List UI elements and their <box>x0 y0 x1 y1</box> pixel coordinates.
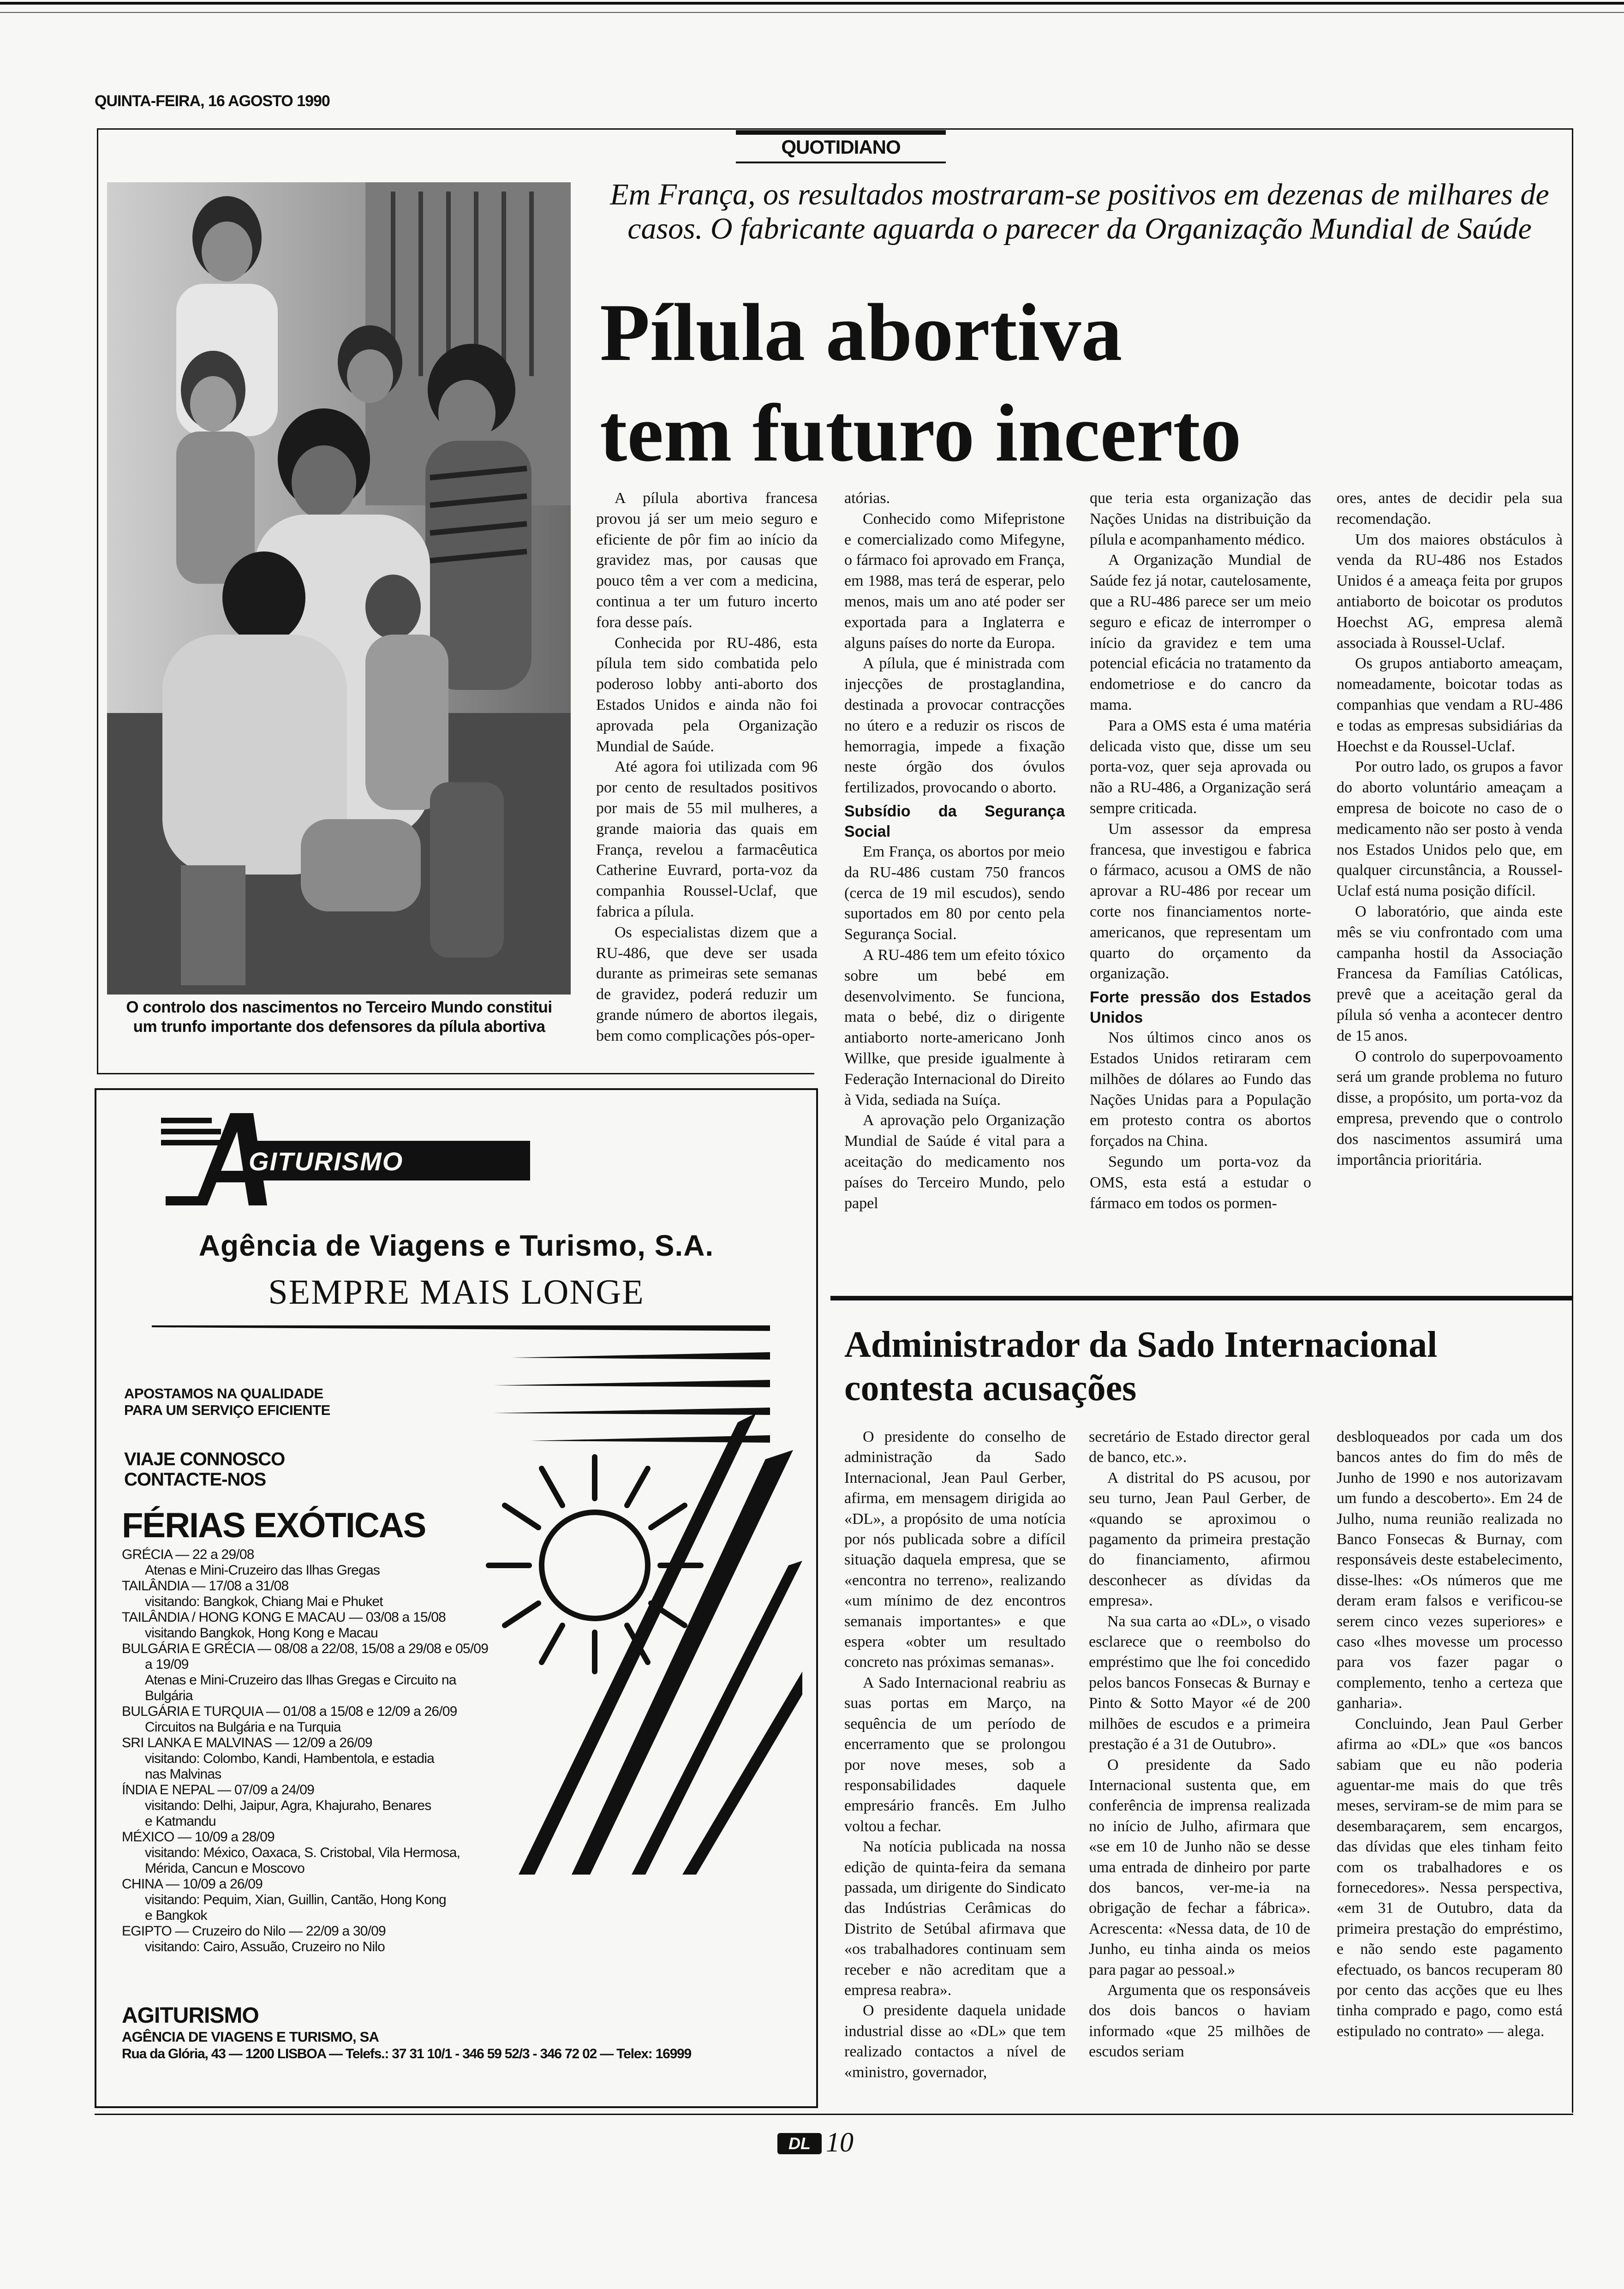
page-number: 10 <box>826 2127 854 2157</box>
paragraph: que teria esta organização das Nações Unidas na distribuição da pílula e acompanhamento médico. <box>1090 490 1311 548</box>
destination-item: Circuitos na Bulgária e na Turquia <box>145 1720 341 1735</box>
paragraph: Em França, os abortos por meio da RU-486 custam 750 francos (cerca de 19 mil escudos), sendo suportados em 80 por cento pela Segurança Social. <box>844 843 1065 943</box>
paragraph: Por outro lado, os grupos a favor do aborto voluntário ameaçam a empresa de boicote no caso de o medicamento não ser posto à venda nos Estados Unidos pelo que, em qualquer circunstância, a Roussel-Uclaf está numa posição difícil. <box>1337 758 1563 900</box>
destination-item: e Bangkok <box>145 1908 207 1923</box>
paragraph: Na sua carta ao «DL», o visado esclarece que o reembolso do empréstimo que lhe foi concedido pelos bancos Fonsecas & Burnay e Pinto & Sotto Mayor «é de 200 milhões de escudos e a primeira prestação é a 31 de Outubro». <box>1089 1612 1310 1753</box>
top-rule-thin <box>0 12 1624 13</box>
section-label: QUOTIDIANO <box>781 136 901 158</box>
paragraph: desbloqueados por cada um dos bancos antes do fim do mês de Junho de 1990 e nos autorizavam um fundo a descoberto». Em 24 de Julho, numa reunião realizada no Banco Fonsecas & Burnay, com responsáveis deste estabelecimento, disse-lhes: «Os números que me deram eram falsos e verificou-se serem cinco vezes superiores» e caso «lhes movesse um processo para vos fazer pagar o complemento, tenho a certeza que ganharia». <box>1337 1428 1563 1712</box>
destination-item: visitando: México, Oaxaca, S. Cristobal, Vila Hermosa, <box>145 1845 460 1860</box>
paragraph: Conhecido como Mifepristone e comercializado como Mifegyne, o fármaco foi aprovado em França, em 1988, mas terá de esperar, pelo menos, mais um ano até poder ser exportada para a Inglaterra e alguns países do norte da Europa. <box>844 510 1065 652</box>
dl-logo-text: DL <box>788 2134 811 2153</box>
photo-caption: O controlo dos nascimentos no Terceiro Mundo constitui um trunfo importante dos defensores da pílula abortiva <box>126 998 552 1036</box>
paragraph: atórias. <box>844 490 890 507</box>
paragraph: O presidente da Sado Internacional sustenta que, em conferência de imprensa realizada no início de Julho, afirmara que «se em 10 de Junho não se desse uma entrada de dinheiro por parte dos bancos, ver-me-ia na obrigação de fechar a fábrica». Acrescenta: «Nessa data, de 10 de Junho, eu tinha ainda os meios para pagar ao pessoal.» <box>1089 1756 1310 1978</box>
destination-item: CHINA — 10/09 a 26/09 <box>122 1876 263 1892</box>
paragraph: A Sado Internacional reabriu as suas portas em Março, na sequência de um período de encerramento que se prolongou por nove meses, sob a responsabilidades daquele empresário francês. Em Julho voltou a fechar. <box>844 1674 1066 1835</box>
photo-women-children <box>107 182 571 995</box>
paragraph: O controlo do superpovoamento será um grande problema no futuro disse, a propósito, um porta-voz da empresa, prevendo que o controlo dos nascimentos assumirá uma importância prioritária. <box>1337 1048 1563 1168</box>
cta-line-2: CONTACTE-NOS <box>124 1469 266 1490</box>
paragraph: Para a OMS esta é uma matéria delicada visto que, disse um seu porta-voz, quer seja aprovada ou não a RU-486, a Organização será sempre criticada. <box>1090 717 1311 817</box>
quality-line-2: PARA UM SERVIÇO EFICIENTE <box>124 1402 330 1418</box>
subhead: Subsídio da Segurança Social <box>844 802 1065 840</box>
destination-item: Mérida, Cancun e Moscovo <box>145 1861 304 1876</box>
destination-item: TAILÂNDIA — 17/08 a 31/08 <box>122 1578 289 1594</box>
second-column-3 <box>1337 1427 1563 2042</box>
paragraph: A pílula abortiva francesa provou já ser um meio seguro e eficiente de pôr fim ao início da gravidez mas, por causas que pouco têm a ver com a medicina, continua a ter um futuro incerto fora desse país. <box>596 490 818 631</box>
frame-left <box>97 128 98 1074</box>
second-title-line1: Administrador da Sado Internacional <box>844 1324 1438 1365</box>
lead-column-3 <box>1090 488 1311 1214</box>
destination-item: nas Malvinas <box>145 1767 221 1782</box>
destination-item: Atenas e Mini-Cruzeiro das Ilhas Gregas <box>145 1563 380 1578</box>
lead-subtitle: Em França, os resultados mostraram-se positivos em dezenas de milhares de casos. O fabricante aguarda o parecer da Organização Mundial de Saúde <box>610 178 1549 246</box>
footer-address: Rua da Glória, 43 — 1200 LISBOA — Telefs.: 37 31 10/1 - 346 59 52/3 - 346 72 02 — Telex: 16999 <box>122 2046 692 2061</box>
paragraph: Um assessor da empresa francesa, que investigou e fabrica o fármaco, acusou a OMS de não aprovar a RU-486 por recear um corte nos financiamentos norte-americanos, que representam um quarto do orçamento da organização. <box>1090 820 1311 983</box>
destination-item: TAILÂNDIA / HONG KONG E MACAU — 03/08 a 15/08 <box>122 1610 446 1625</box>
destination-item: visitando Bangkok, Hong Kong e Macau <box>145 1625 378 1641</box>
destination-item: visitando: Bangkok, Chiang Mai e Phuket <box>145 1594 383 1609</box>
paragraph: Argumenta que os responsáveis dos dois bancos o haviam informado «que 25 milhões de escudos seriam <box>1089 1981 1310 2061</box>
second-column-2 <box>1089 1427 1310 2062</box>
paragraph: O presidente daquela unidade industrial disse ao «DL» que tem realizado contactos a nível de «ministro, governador, <box>844 2002 1066 2081</box>
destination-item: a 19/09 <box>145 1657 189 1672</box>
frame-top <box>97 128 1573 130</box>
slogan: SEMPRE MAIS LONGE <box>268 1273 645 1312</box>
paragraph: A pílula, que é ministrada com injecções de prostaglandina, destinada a provocar contracções no útero e a reduzir os riscos de hemorragia, impede a fixação neste órgão dos óvulos fertilizados, provocando o aborto. <box>844 655 1065 797</box>
destination-item: visitando: Pequim, Xian, Guillin, Cantão, Hong Kong <box>145 1892 446 1907</box>
paragraph: Segundo um porta-voz da OMS, esta está a estudar o fármaco em todos os pormen- <box>1090 1153 1311 1212</box>
article-divider <box>830 1296 1572 1300</box>
section-bar <box>736 130 946 135</box>
footer-name: AGITURISMO <box>122 2003 259 2028</box>
paragraph: A aprovação pelo Organização Mundial de Saúde é vital para a aceitação do medicamento nos países do Terceiro Mundo, pelo papel <box>844 1112 1065 1212</box>
destination-item: MÉXICO — 10/09 a 28/09 <box>122 1829 275 1845</box>
paragraph: Os especialistas dizem que a RU-486, que deve ser usada durante as primeiras sete semanas de gravidez, poderá reduzir um grande número de abortos ilegais, bem como complicações pós-oper- <box>596 923 818 1044</box>
destination-item: visitando: Delhi, Jaipur, Agra, Khajuraho, Benares <box>145 1798 431 1813</box>
paragraph: Na notícia publicada na nossa edição de quinta-feira da semana passada, um dirigente do Sindicato das Indústrias Cerâmicas do Distrito de Setúbal afirmava que «os trabalhadores continuam sem receber e não acreditam que a empresa reabra». <box>844 1838 1066 1999</box>
section-underline <box>736 162 946 163</box>
paragraph: A distrital do PS acusou, por seu turno, Jean Paul Gerber, de «quando se aproximou o pagamento da primeira prestação do financiamento, afirmou desconhecer as dívidas da empresa». <box>1089 1469 1310 1610</box>
travel-ad <box>95 1088 818 2108</box>
lead-column-4 <box>1337 488 1563 1170</box>
destination-item: GRÉCIA — 22 a 29/08 <box>122 1547 254 1562</box>
paragraph: Os grupos antiaborto ameaçam, nomeadamente, boicotar todas as companhias que vendam a RU-486 e todas as empresas subsidiárias da Hoechst e da Roussel-Uclaf. <box>1337 655 1563 755</box>
destination-item: BULGÁRIA E GRÉCIA — 08/08 a 22/08, 15/08 a 29/08 e 05/09 <box>122 1641 489 1656</box>
paragraph: O laboratório, que ainda este mês se viu confrontado com uma campanha hostil da Associação Francesa da Famílias Católicas, prevê que a aceitação geral da pílula só venha a acontecer dentro de 15 anos. <box>1337 903 1563 1044</box>
footer-subtitle: AGÊNCIA DE VIAGENS E TURISMO, SA <box>122 2029 379 2045</box>
paragraph: A RU-486 tem um efeito tóxico sobre um bebé em desenvolvimento. Se funciona, mata o bebé, diz o dirigente antiaborto norte-americano Jonh Willke, que preside igualmente à Federação Internacional do Direito à Vida, sediada na Suíça. <box>844 946 1065 1109</box>
paragraph: ores, antes de decidir pela sua recomendação. <box>1337 490 1563 527</box>
photo-illustration <box>107 182 571 995</box>
destination-item: e Katmandu <box>145 1814 216 1829</box>
destination-item: visitando: Cairo, Assuão, Cruzeiro no Nilo <box>145 1939 385 1954</box>
destination-item: Bulgária <box>145 1688 193 1703</box>
page-date: QUINTA-FEIRA, 16 AGOSTO 1990 <box>95 92 330 110</box>
paragraph: Concluindo, Jean Paul Gerber afirma ao «DL» que «os bancos sabiam que eu não poderia aguentar-me mais do que três meses, serviram-se de mim para se desembaraçarem, sem encargos, das dívidas que eles tinham feito com os trabalhadores e os fornecedores». Nessa perspectiva, «em 31 de Outubro, data da primeira prestação do empréstimo, e não sendo este pagamento efectuado, os bancos recuperam 80 por cento das acções que eu lhes tinha comprado e pago, como está estipulado no contrato» — alega. <box>1337 1715 1563 2040</box>
lead-column-2 <box>844 488 1065 1214</box>
cta-line-1: VIAJE CONNOSCO <box>124 1449 285 1469</box>
destination-item: Atenas e Mini-Cruzeiro das Ilhas Gregas e Circuito na <box>145 1672 456 1688</box>
lead-title-line2: tem futuro incerto <box>600 387 1242 479</box>
destination-item: ÍNDIA E NEPAL — 07/09 a 24/09 <box>122 1782 315 1798</box>
frame-right <box>1572 128 1573 2113</box>
agency-name: Agência de Viagens e Turismo, S.A. <box>198 1229 714 1262</box>
paragraph: Um dos maiores obstáculos à venda da RU-486 nos Estados Unidos é a ameaça feita por grupos antiaborto de boicotar os produtos Hoechst AG, empresa alemã associada à Roussel-Uclaf. <box>1337 531 1563 652</box>
top-rule <box>0 2 1624 5</box>
lead-title-line1: Pílula abortiva <box>600 287 1122 378</box>
logo-text: GITURISMO <box>249 1147 404 1176</box>
paragraph: secretário de Estado director geral de banco, etc.». <box>1089 1428 1310 1466</box>
paragraph: Até agora foi utilizada com 96 por cento de resultados positivos por mais de 55 mil mulheres, a grande maioria das quais em França, revelou a farmacêutica Catherine Euvrard, porta-voz da companhia Roussel-Uclaf, que fabrica a pílula. <box>596 758 818 920</box>
paragraph: A Organização Mundial de Saúde fez já notar, cautelosamente, que a RU-486 parece ser um meio seguro e eficaz de interromper o início da gravidez e tem uma potencial eficácia no tratamento da endometriose e do cancro da mama. <box>1090 551 1311 713</box>
paragraph: O presidente do conselho de administração da Sado Internacional, Jean Paul Gerber, afirma, em mensagem dirigida ao «DL», a propósito de uma notícia por nós publicada sobre a difícil situação daquela empresa, que se «encontra no terreno», realizando «um mínimo de dez encontros semanais importantes» e que espera «obter um resultado concreto nas próximas semanas». <box>844 1428 1066 1671</box>
paragraph: Nos últimos cinco anos os Estados Unidos retiraram cem milhões de dólares ao Fundo das Nações Unidas para a População em protesto contra os abortos forçados na China. <box>1090 1029 1311 1150</box>
ad-headline: FÉRIAS EXÓTICAS <box>122 1506 426 1545</box>
second-column-1 <box>844 1427 1066 2083</box>
destination-item: visitando: Colombo, Kandi, Hambentola, e estadia <box>145 1751 434 1766</box>
lead-column-1 <box>596 488 818 1047</box>
footer-rule <box>95 2114 1573 2115</box>
paragraph: Conhecida por RU-486, esta pílula tem sido combatida pelo poderoso lobby anti-aborto dos Estados Unidos e ainda não foi aprovada pela Organização Mundial de Saúde. <box>596 634 818 755</box>
second-title-line2: contesta acusações <box>844 1368 1137 1408</box>
caption-rule <box>97 1073 814 1074</box>
subhead: Forte pressão dos Estados Unidos <box>1090 989 1311 1027</box>
destination-list <box>122 1547 537 1955</box>
quality-line-1: APOSTAMOS NA QUALIDADE <box>124 1385 323 1402</box>
destination-item: EGIPTO — Cruzeiro do Nilo — 22/09 a 30/09 <box>122 1923 386 1939</box>
destination-item: BULGÁRIA E TURQUIA — 01/08 a 15/08 e 12/09 a 26/09 <box>122 1704 457 1719</box>
destination-item: SRI LANKA E MALVINAS — 12/09 a 26/09 <box>122 1735 372 1750</box>
